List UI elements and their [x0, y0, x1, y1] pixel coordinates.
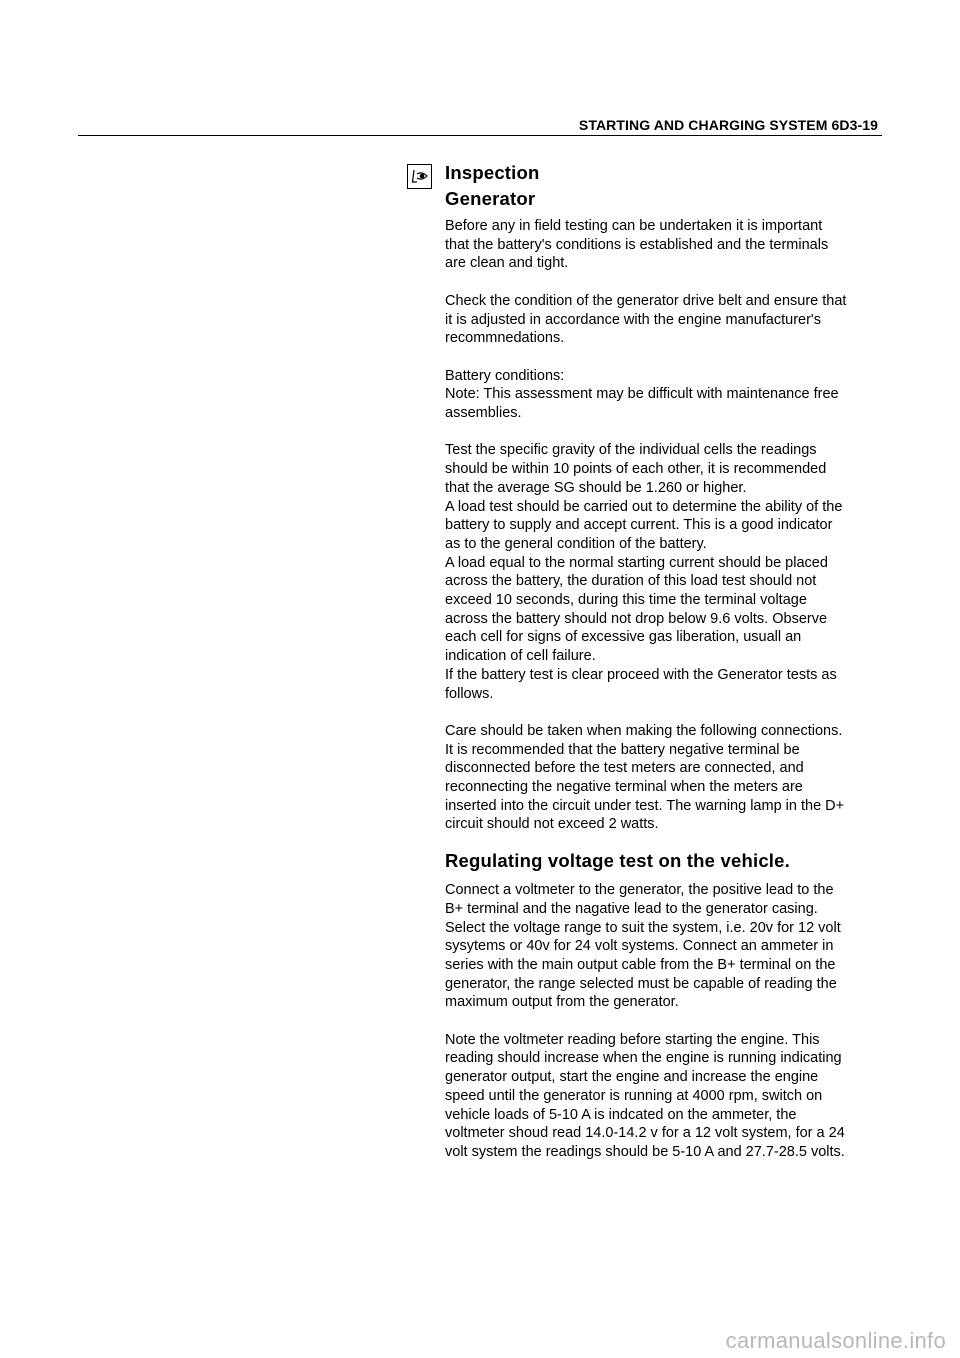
text-line: reading should increase when the engine is running indicating: [445, 1050, 842, 1067]
paragraph-gap: [445, 423, 890, 442]
generator-heading: Generator: [445, 188, 536, 209]
text-line: battery to supply and accept current. This is a good indicator: [445, 517, 833, 534]
text-line: maximum output from the generator.: [445, 994, 679, 1011]
text-line: B+ terminal and the nagative lead to the generator casing.: [445, 900, 818, 917]
text-line: across the battery, the duration of this load test should not: [445, 573, 817, 590]
text-line: reconnecting the negative terminal when the meters are: [445, 779, 803, 796]
text-line: A load equal to the normal starting current should be placed: [445, 554, 828, 571]
text-line: circuit should not exceed 2 watts.: [445, 816, 659, 833]
text-line: voltmeter shoud read 14.0-14.2 v for a 12 volt system, for a 24: [445, 1125, 845, 1142]
text-line: It is recommended that the battery negative terminal be: [445, 741, 800, 758]
header-title: STARTING AND CHARGING SYSTEM 6D3-19: [578, 117, 878, 133]
text-line: sysytems or 40v for 24 volt systems. Connect an ammeter in: [445, 938, 834, 955]
text-line: inserted into the circuit under test. The warning lamp in the D+: [445, 797, 845, 814]
text-line: it is adjusted in accordance with the engine manufacturer's: [445, 311, 821, 328]
text-line: that the average SG should be 1.260 or higher.: [445, 479, 747, 496]
paragraph: [445, 367, 890, 423]
text-line: Battery conditions:: [445, 367, 565, 384]
text-line: across the battery should not drop below 9.6 volts. Observe: [445, 610, 828, 627]
paragraph: [445, 441, 890, 703]
document-body: [445, 160, 890, 1162]
text-line: each cell for signs of excessive gas liberation, usuall an: [445, 629, 802, 646]
regulating-section: [445, 881, 890, 1162]
text-line: recommnedations.: [445, 330, 565, 347]
text-line: Note: This assessment may be difficult with maintenance free: [445, 386, 839, 403]
text-line: generator output, start the engine and increase the engine: [445, 1069, 819, 1086]
generator-section: [445, 217, 890, 834]
paragraph: [445, 881, 890, 1012]
text-line: Connect a voltmeter to the generator, the positive lead to the: [445, 882, 834, 899]
text-line: assemblies.: [445, 405, 522, 421]
paragraph: [445, 1031, 890, 1162]
paragraph-gap: [445, 1012, 890, 1031]
inspection-heading: Inspection: [445, 162, 540, 183]
text-line: series with the main output cable from the B+ terminal on the: [445, 956, 836, 973]
paragraph: [445, 292, 890, 348]
text-line: Care should be taken when making the following connections.: [445, 722, 843, 739]
text-line: indication of cell failure.: [445, 648, 596, 665]
paragraph: [445, 722, 890, 834]
text-line: If the battery test is clear proceed with the Generator tests as: [445, 666, 837, 683]
text-line: Select the voltage range to suit the system, i.e. 20v for 12 volt: [445, 919, 841, 936]
text-line: are clean and tight.: [445, 255, 569, 272]
text-line: volt system the readings should be 5-10 A and 27.7-28.5 volts.: [445, 1143, 845, 1160]
text-line: Check the condition of the generator drive belt and ensure that: [445, 292, 847, 309]
paragraph: [445, 217, 890, 273]
text-line: that the battery's conditions is established and the terminals: [445, 236, 829, 253]
page-header: [78, 115, 882, 136]
text-line: disconnected before the test meters are connected, and: [445, 760, 804, 777]
paragraph-gap: [445, 703, 890, 722]
text-line: should be within 10 points of each other, it is recommended: [445, 461, 827, 478]
text-line: Before any in field testing can be undertaken it is important: [445, 218, 823, 234]
text-line: generator, the range selected must be capable of reading the: [445, 975, 837, 992]
watermark: carmanualsonline.info: [725, 1328, 946, 1353]
paragraph-gap: [445, 348, 890, 367]
text-line: as to the general condition of the battery.: [445, 535, 707, 552]
text-line: follows.: [445, 685, 494, 702]
text-line: A load test should be carried out to determine the ability of the: [445, 498, 843, 515]
inspection-icon: [407, 164, 432, 189]
paragraph-gap: [445, 273, 890, 292]
regulating-heading: Regulating voltage test on the vehicle.: [445, 850, 790, 872]
text-line: vehicle loads of 5-10 A is indcated on the ammeter, the: [445, 1106, 797, 1123]
text-line: Note the voltmeter reading before starting the engine. This: [445, 1031, 820, 1048]
text-line: speed until the generator is running at 4000 rpm, switch on: [445, 1087, 823, 1104]
text-line: Test the specific gravity of the individual cells the readings: [445, 442, 817, 459]
text-line: exceed 10 seconds, during this time the terminal voltage: [445, 592, 807, 609]
